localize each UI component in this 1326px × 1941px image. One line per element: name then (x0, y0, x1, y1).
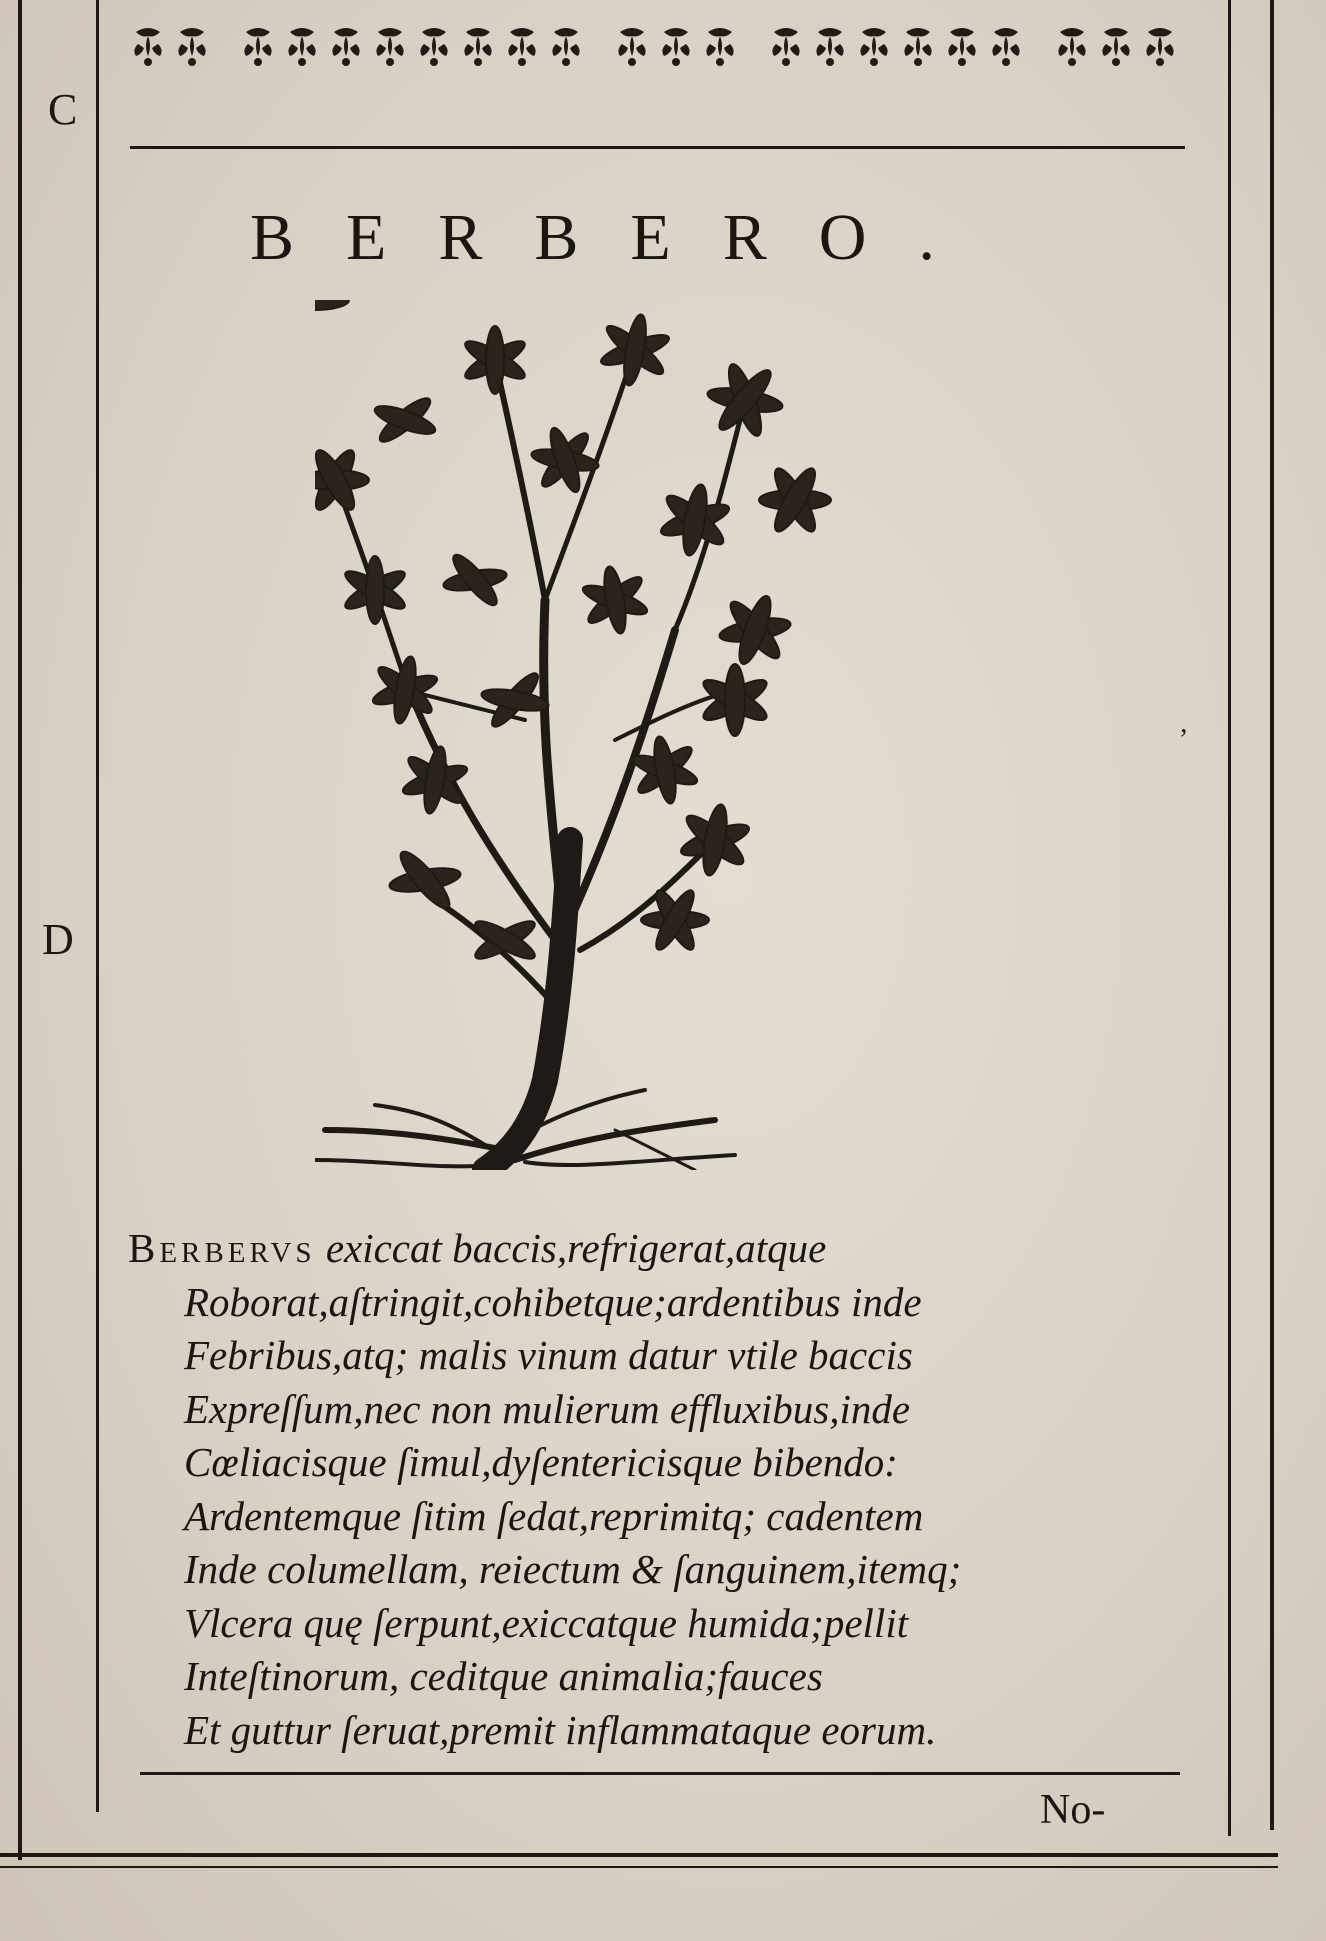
verse-line-1-rest: exiccat baccis,refrigerat,atque (315, 1225, 827, 1271)
margin-letter-c: C (48, 85, 78, 134)
verse-line (128, 1222, 1178, 1276)
verse-bottom-rule (140, 1772, 1180, 1775)
right-inner-rule (1228, 0, 1231, 1836)
verse-line: Inde columellam, reiectum & ſanguinem,itemq; (184, 1546, 962, 1592)
page-bottom-rule (0, 1853, 1278, 1857)
page-title: BERBERO. (250, 201, 987, 274)
page-bottom-rule-2 (0, 1866, 1278, 1868)
verse-line: Febribus,atq; malis vinum datur vtile baccis (184, 1332, 913, 1378)
verse-line: Cœliacisque ſimul,dyſentericisque bibendo: (184, 1439, 898, 1485)
verse-lead-word: Berbervs (128, 1225, 316, 1271)
verse-line: Ardentemque ſitim ſedat,reprimitq; cadentem (184, 1492, 924, 1539)
stray-mark: , (1180, 706, 1188, 739)
right-outer-rule (1270, 0, 1274, 1830)
verse-line: Roborat,aſtringit,cohibetque;ardentibus inde (184, 1278, 922, 1325)
fleuron-row-icon (130, 18, 1210, 78)
margin-letter-d: D (42, 915, 74, 964)
verse-line: Vlcera quę ſerpunt,exiccatque humida;pellit (184, 1599, 909, 1646)
barberry-woodcut-icon (315, 300, 955, 1170)
latin-verse (128, 1222, 1178, 1757)
left-inner-rule (96, 0, 99, 1812)
left-outer-rule (18, 0, 22, 1860)
verse-line: Inteſtinorum, ceditque animalia;fauces (184, 1653, 823, 1699)
verse-line: Et guttur ſeruat,premit inflammataque eorum. (184, 1706, 937, 1753)
header-rule (130, 146, 1185, 149)
fleuron-border (130, 18, 1210, 89)
catchword: No- (1040, 1787, 1106, 1833)
verse-line: Expreſſum,nec non mulierum effluxibus,inde (184, 1385, 911, 1432)
